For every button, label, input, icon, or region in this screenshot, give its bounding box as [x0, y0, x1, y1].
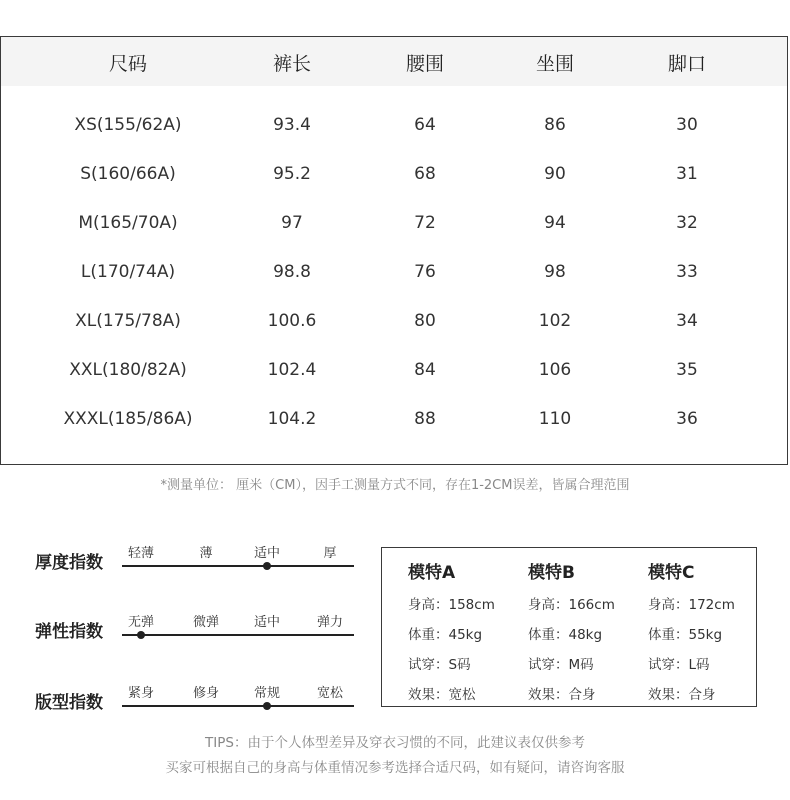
table-cell-hem: 34 — [676, 311, 698, 331]
table-cell-hip: 106 — [538, 360, 572, 380]
thickness-scale-line — [122, 565, 354, 567]
table-cell-hem: 31 — [676, 164, 698, 184]
table-cell-hip: 86 — [544, 115, 566, 135]
table-cell-size: M(165/70A) — [78, 213, 178, 233]
table-cell-hip: 110 — [538, 409, 572, 429]
model-c-effect: 效果：合身 — [648, 687, 716, 703]
model-c-name: 模特C — [648, 563, 695, 583]
table-cell-size: XXXL(185/86A) — [63, 409, 193, 429]
header-waist: 腰围 — [405, 53, 444, 75]
model-a-effect: 效果：宽松 — [408, 687, 476, 703]
tips-line-1: TIPS：由于个人体型差异及穿衣习惯的不同，此建议表仅供参考 — [205, 735, 585, 751]
header-hip: 坐围 — [535, 53, 574, 75]
fit-scale-option: 常规 — [253, 686, 281, 701]
model-b-size: 试穿：M码 — [528, 657, 594, 673]
table-cell-waist: 84 — [414, 360, 436, 380]
size-table — [0, 36, 788, 465]
table-cell-hem: 32 — [676, 213, 698, 233]
table-cell-hip: 102 — [538, 311, 572, 331]
header-length: 裤长 — [272, 53, 311, 75]
table-cell-waist: 80 — [414, 311, 436, 331]
thickness-scale-option: 厚 — [323, 546, 337, 561]
table-cell-size: XL(175/78A) — [75, 311, 181, 331]
model-a-weight: 体重：45kg — [408, 627, 483, 643]
table-cell-size: L(170/74A) — [80, 262, 176, 282]
table-cell-hip: 94 — [544, 213, 566, 233]
table-cell-waist: 68 — [414, 164, 436, 184]
table-cell-hem: 35 — [676, 360, 698, 380]
elasticity-scale-line — [122, 634, 354, 636]
table-cell-length: 100.6 — [267, 311, 317, 331]
model-info-box — [381, 547, 757, 707]
table-cell-hem: 33 — [676, 262, 698, 282]
table-cell-size: XXL(180/82A) — [69, 360, 187, 380]
model-c-weight: 体重：55kg — [648, 627, 723, 643]
table-cell-waist: 64 — [414, 115, 436, 135]
measure-note: *测量单位： 厘米（CM），因手工测量方式不同，存在1-2CM误差，皆属合理范围 — [160, 478, 630, 493]
table-cell-length: 104.2 — [267, 409, 317, 429]
fit-scale-line — [122, 705, 354, 707]
table-cell-waist: 88 — [414, 409, 436, 429]
table-cell-size: XS(155/62A) — [74, 115, 182, 135]
table-cell-hip: 90 — [544, 164, 566, 184]
table-cell-hem: 30 — [676, 115, 698, 135]
table-cell-size: S(160/66A) — [80, 164, 176, 184]
elasticity-index-label: 弹性指数 — [35, 622, 103, 642]
fit-scale-marker — [263, 702, 271, 710]
model-c-height: 身高：172cm — [648, 597, 735, 613]
table-cell-hip: 98 — [544, 262, 566, 282]
elasticity-scale-marker — [137, 631, 145, 639]
table-cell-length: 97 — [281, 213, 303, 233]
model-b-name: 模特B — [528, 563, 575, 583]
thickness-scale-option: 适中 — [253, 546, 281, 561]
model-a-name: 模特A — [408, 563, 456, 583]
table-cell-waist: 72 — [414, 213, 436, 233]
elasticity-scale-option: 适中 — [253, 615, 281, 630]
model-b-effect: 效果：合身 — [528, 687, 596, 703]
thickness-index-label: 厚度指数 — [35, 553, 103, 573]
model-a-height: 身高：158cm — [408, 597, 495, 613]
table-cell-hem: 36 — [676, 409, 698, 429]
model-b-height: 身高：166cm — [528, 597, 615, 613]
model-b-weight: 体重：48kg — [528, 627, 603, 643]
table-cell-waist: 76 — [414, 262, 436, 282]
model-c-size: 试穿：L码 — [648, 657, 710, 673]
tips-line-2: 买家可根据自己的身高与体重情况参考选择合适尺码，如有疑问，请咨询客服 — [165, 760, 625, 776]
model-a-size: 试穿：S码 — [408, 657, 471, 673]
fit-scale-option: 修身 — [192, 686, 220, 701]
table-cell-length: 98.8 — [273, 262, 311, 282]
header-hem: 脚口 — [667, 53, 706, 75]
header-size: 尺码 — [108, 53, 147, 75]
thickness-scale-option: 薄 — [199, 546, 213, 561]
thickness-scale-option: 轻薄 — [127, 546, 155, 561]
elasticity-scale-option: 无弹 — [127, 615, 155, 630]
table-cell-length: 93.4 — [273, 115, 311, 135]
fit-scale-option: 宽松 — [316, 686, 344, 701]
elasticity-scale-option: 弹力 — [316, 615, 344, 630]
thickness-scale-marker — [263, 562, 271, 570]
table-cell-length: 95.2 — [273, 164, 311, 184]
fit-index-label: 版型指数 — [35, 693, 103, 713]
table-cell-length: 102.4 — [267, 360, 317, 380]
fit-scale-option: 紧身 — [127, 686, 155, 701]
elasticity-scale-option: 微弹 — [192, 615, 220, 630]
